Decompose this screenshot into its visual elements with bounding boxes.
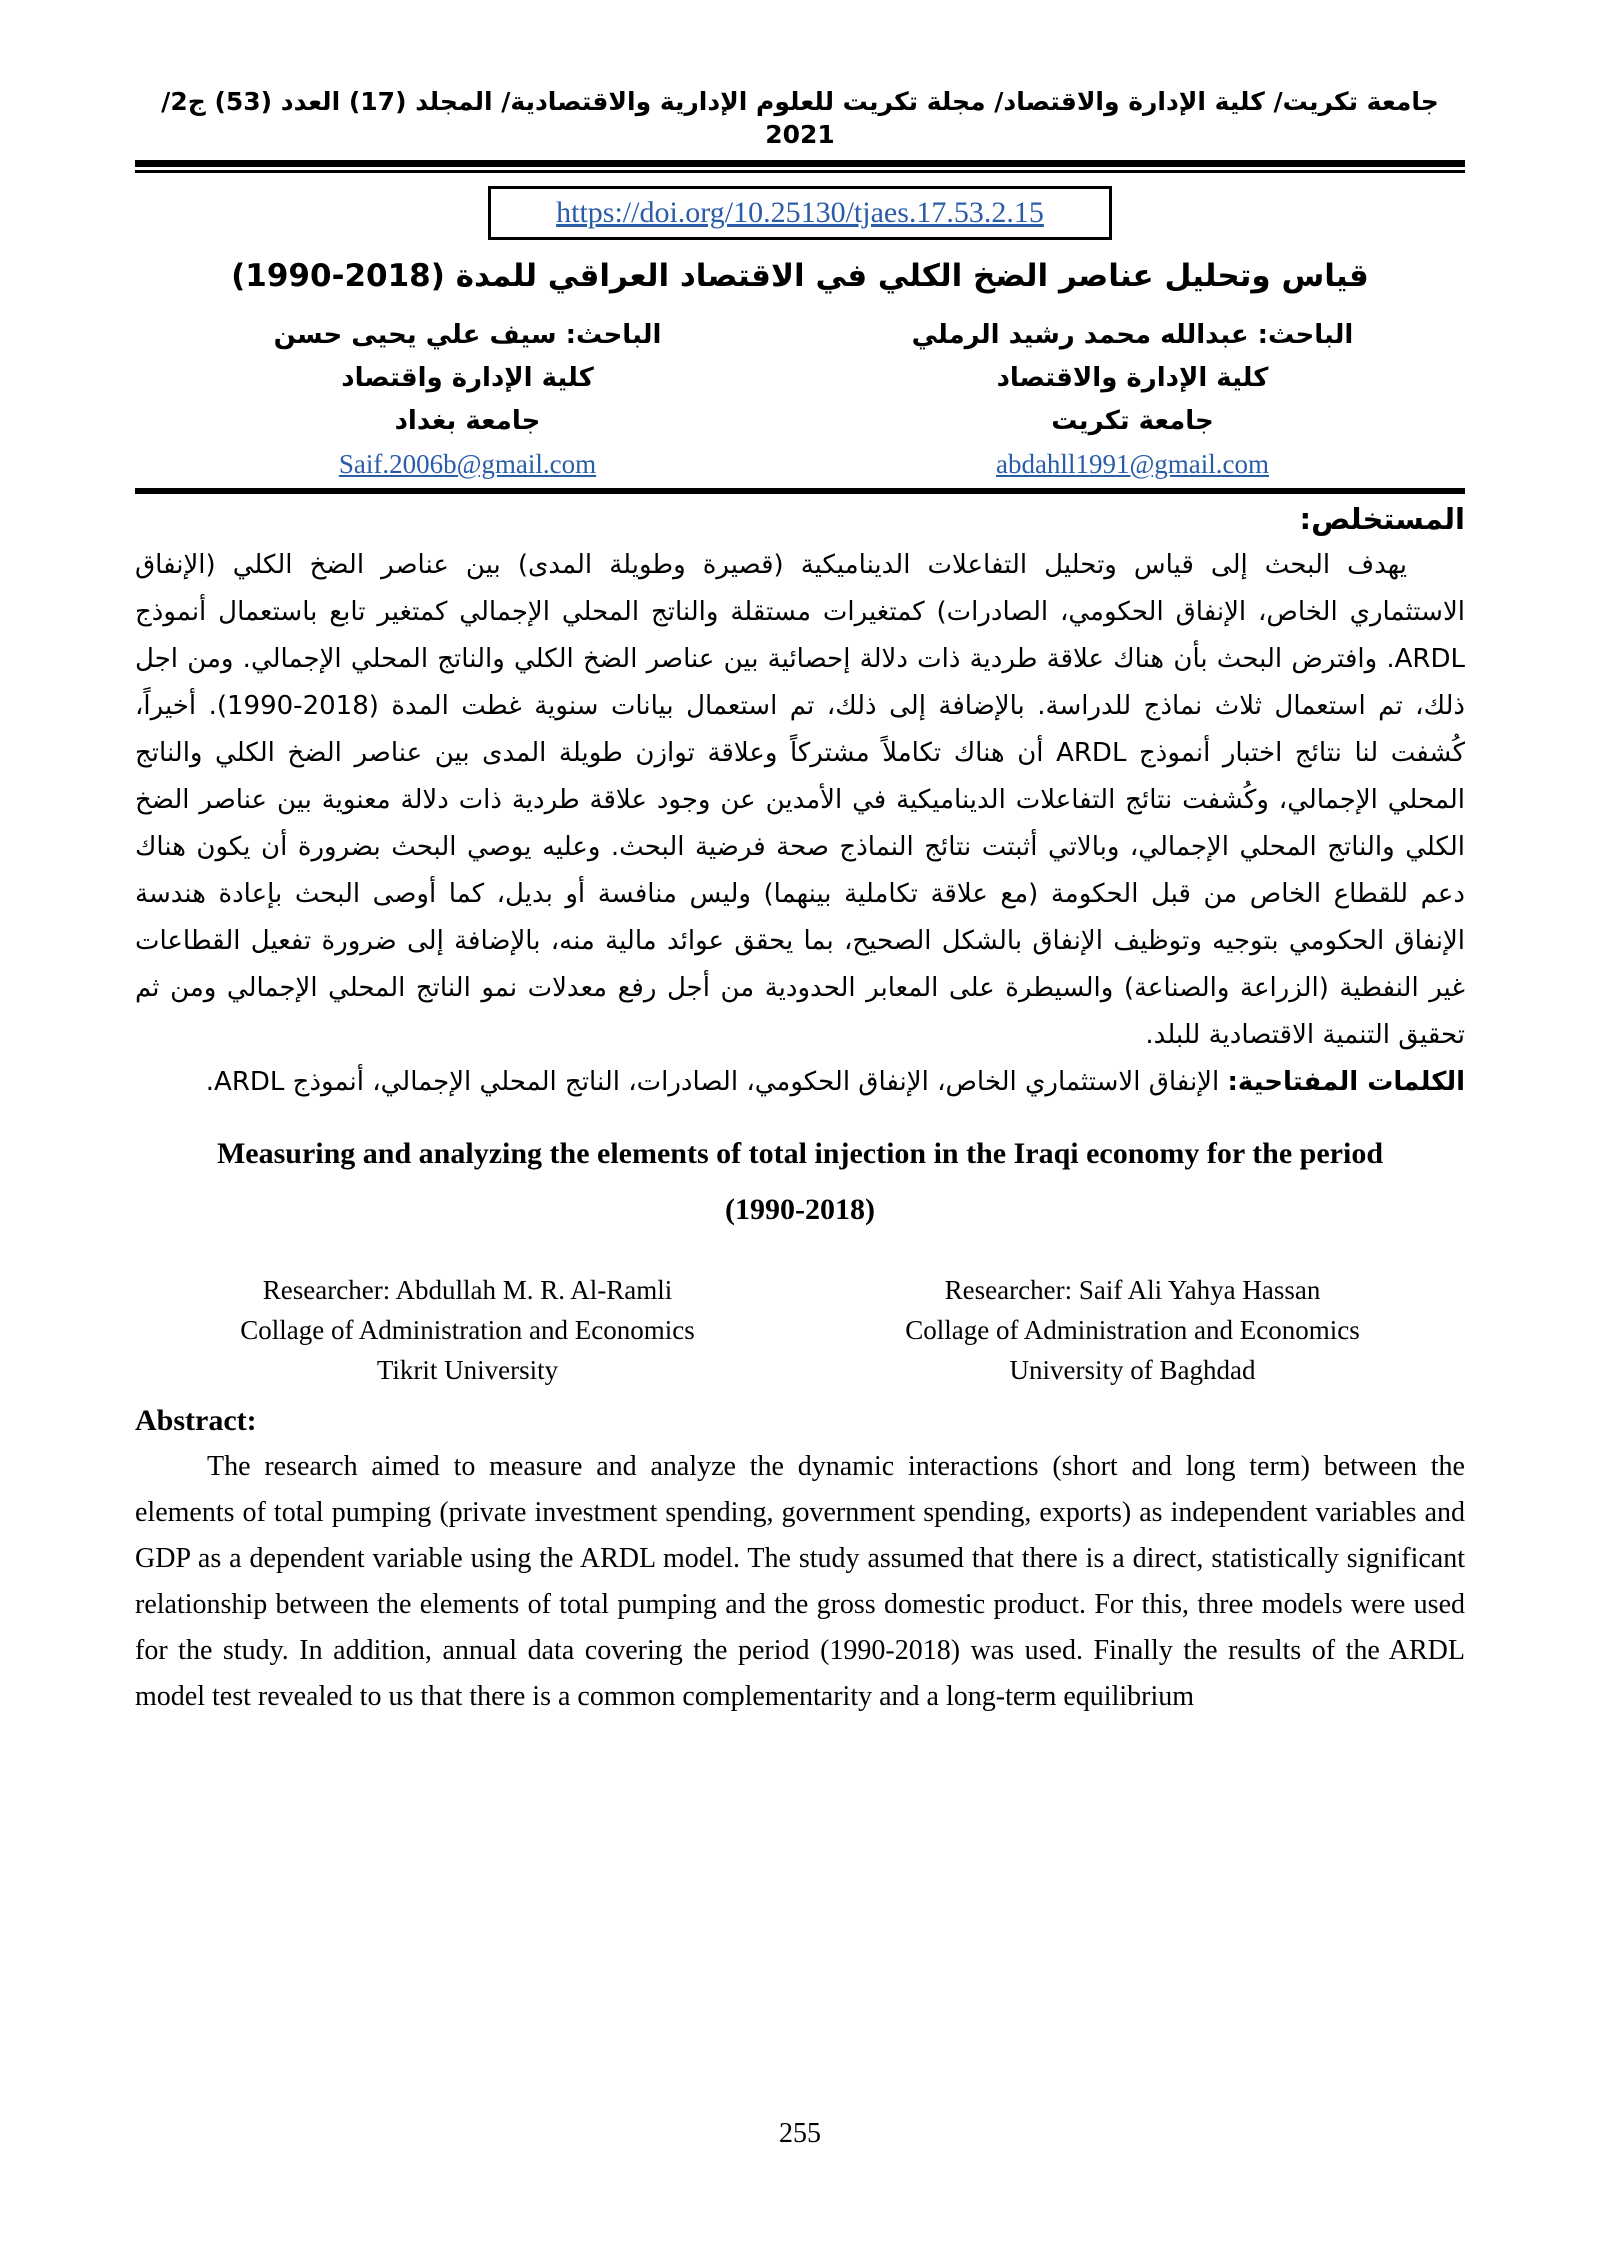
author-college: Collage of Administration and Economics	[240, 1315, 695, 1345]
doi-box	[488, 186, 1112, 240]
abstract-heading-english: Abstract:	[135, 1404, 257, 1437]
author-name: الباحث: سيف علي يحيى حسن	[273, 320, 662, 350]
abstract-heading-arabic: المستخلص:	[1299, 502, 1465, 536]
page-number: 255	[779, 2118, 821, 2149]
paper-title-english: Measuring and analyzing the elements of total injection in the Iraqi economy for the period (1990-2018)	[216, 1137, 1384, 1226]
abstract-english: The research aimed to measure and analyze the dynamic interactions (short and long term) between the elements of total pumping (private investment spending, government spending, exports) as independent variables and GDP as a dependent variable using the ARDL model. The study assumed that there is a direct, statistically significant relationship between the elements of total pumping and the gross domestic product. For this, three models were used for the study. In addition, annual data covering the period (1990-2018) was used. Finally the results of the ARDL model test revealed to us that there is a common complementarity and a long-term equilibrium	[135, 1451, 1465, 1712]
paper-title-arabic: قياس وتحليل عناصر الضخ الكلي في الاقتصاد العراقي للمدة (2018-1990)	[231, 258, 1369, 294]
author-university: جامعة تكريت	[1051, 406, 1214, 436]
author-english-2	[800, 1270, 1465, 1390]
keywords-arabic	[135, 1059, 1465, 1106]
author-university: University of Baghdad	[1009, 1355, 1256, 1385]
author-college: كلية الإدارة واقتصاد	[341, 363, 594, 393]
author-email-link[interactable]: Saif.2006b@gmail.com	[338, 449, 597, 479]
doi-link[interactable]: https://doi.org/10.25130/tjaes.17.53.2.15	[556, 196, 1044, 229]
author-university: جامعة بغداد	[394, 406, 541, 436]
keywords-text: الإنفاق الاستثماري الخاص، الإنفاق الحكومي، الصادرات، الناتج المحلي الإجمالي، أنموذج ARDL.	[205, 1067, 1228, 1097]
header-rule-thin	[135, 170, 1465, 173]
author-arabic-2	[135, 320, 800, 480]
header-rule-thick	[135, 160, 1465, 167]
journal-header: جامعة تكريت/ كلية الإدارة والاقتصاد/ مجلة تكريت للعلوم الإدارية والاقتصادية/ المجلد (17) العدد (53) ج2/ 2021	[161, 87, 1439, 149]
authors-english	[135, 1270, 1465, 1390]
author-name: Researcher: Saif Ali Yahya Hassan	[944, 1275, 1321, 1305]
author-college: Collage of Administration and Economics	[905, 1315, 1360, 1345]
author-university: Tikrit University	[376, 1355, 559, 1385]
author-email-link[interactable]: abdahll1991@gmail.com	[995, 449, 1270, 479]
abstract-arabic: يهدف البحث إلى قياس وتحليل التفاعلات الديناميكية (قصيرة وطويلة المدى) بين عناصر الضخ الكلي (الإنفاق الاستثماري الخاص، الإنفاق الحكومي، الصادرات) كمتغيرات مستقلة والناتج المحلي الإجمالي كمتغير تابع باستعمال أنموذج ARDL. وافترض البحث بأن هناك علاقة طردية ذات دلالة إحصائية بين عناصر الضخ الكلي والناتج المحلي الإجمالي. ومن اجل ذلك، تم استعمال ثلاث نماذج للدراسة. بالإضافة إلى ذلك، تم استعمال بيانات سنوية غطت المدة (2018-1990). أخيراً، كُشفت لنا نتائج اختبار أنموذج ARDL أن هناك تكاملاً مشتركاً وعلاقة توازن طويلة المدى بين عناصر الضخ الكلي والناتج المحلي الإجمالي، وكُشفت نتائج التفاعلات الديناميكية في الأمدين عن وجود علاقة طردية ذات دلالة معنوية بين عناصر الضخ الكلي والناتج المحلي الإجمالي، وبالاتي أثبتت نتائج النماذج صحة فرضية البحث. وعليه يوصي البحث بضرورة أن يكون هناك دعم للقطاع الخاص من قبل الحكومة (مع علاقة تكاملية بينهما) وليس منافسة أو بديل، كما أوصى البحث بإعادة هندسة الإنفاق الحكومي بتوجيه وتوظيف الإنفاق بالشكل الصحيح، بما يحقق عوائد مالية منه، بالإضافة إلى ضرورة تفعيل القطاعات غير النفطية (الزراعة والصناعة) والسيطرة على المعابر الحدودية من أجل رفع معدلات نمو الناتج المحلي الإجمالي ومن ثم تحقيق التنمية الاقتصادية للبلد.	[135, 550, 1465, 1050]
author-name: Researcher: Abdullah M. R. Al-Ramli	[262, 1275, 673, 1305]
section-divider	[135, 488, 1465, 494]
authors-arabic	[135, 320, 1465, 480]
author-arabic-1	[800, 320, 1465, 480]
keywords-label: الكلمات المفتاحية:	[1227, 1067, 1465, 1097]
author-college: كلية الإدارة والاقتصاد	[996, 363, 1269, 393]
author-name: الباحث: عبدالله محمد رشيد الرملي	[911, 320, 1354, 350]
author-english-1	[135, 1270, 800, 1390]
